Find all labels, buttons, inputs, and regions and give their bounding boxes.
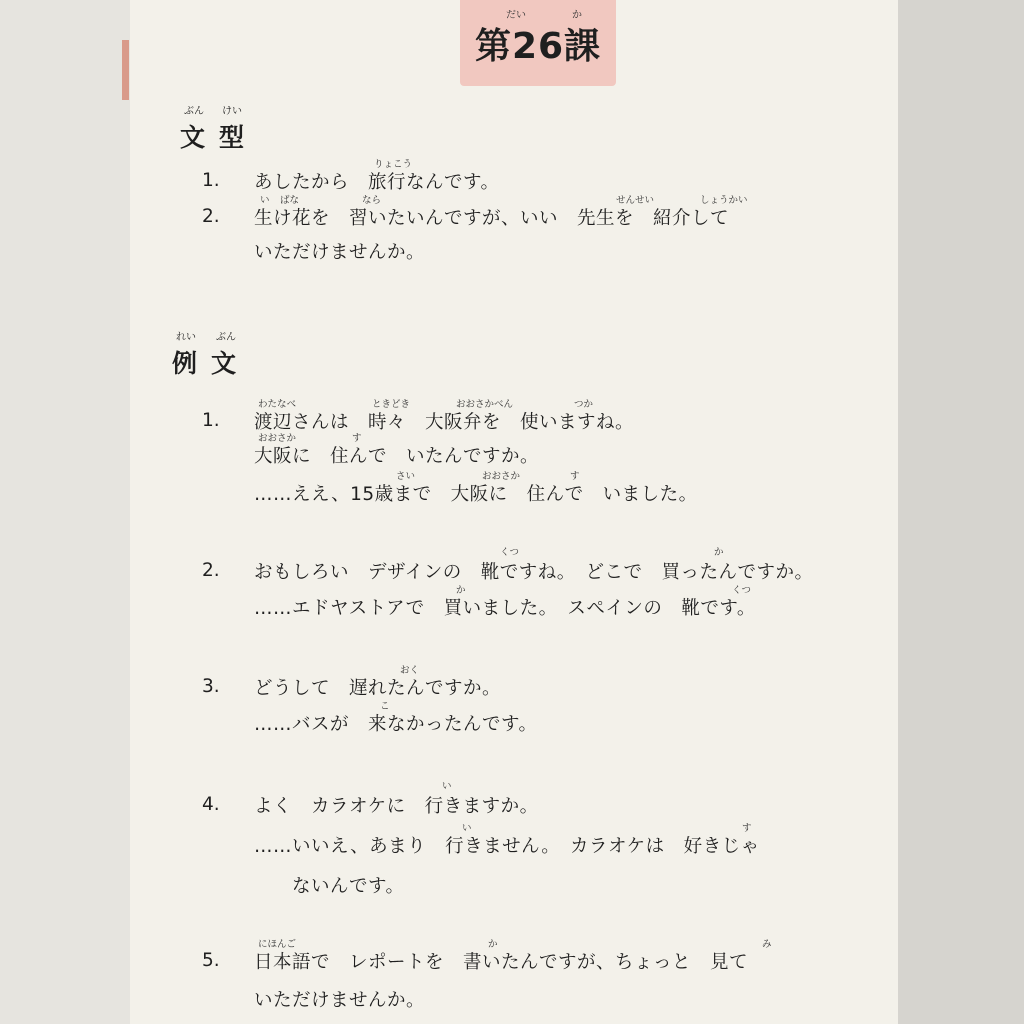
lesson-title: 第26課	[474, 26, 602, 67]
page-tab-marker	[122, 40, 129, 100]
reibun-line: 渡辺さんは 時々 大阪弁を 使いますね。	[254, 412, 635, 433]
left-page-margin	[0, 0, 130, 1024]
reibun-line: おもしろい デザインの 靴ですね。 どこで 買ったんですか。	[254, 562, 814, 583]
reibun-number-3: 3.	[202, 676, 220, 697]
ruby: さい	[396, 471, 416, 482]
ruby: くつ	[732, 585, 752, 596]
reibun-line: よく カラオケに 行きますか。	[254, 796, 539, 817]
ruby: おく	[400, 665, 420, 676]
reibun-line: ……バスが 来なかったんです。	[254, 714, 538, 735]
ruby: くつ	[500, 547, 520, 558]
ruby: つか	[574, 399, 594, 410]
reibun-line: ……エドヤストアで 買いました。 スペインの 靴です。	[254, 598, 756, 619]
ruby: ときどき	[372, 399, 411, 410]
ruby: か	[714, 547, 724, 558]
ruby: しょうかい	[700, 195, 748, 206]
reibun-line: 大阪に 住んで いたんですか。	[254, 446, 540, 467]
ruby: ばな	[280, 195, 300, 206]
ruby: い	[260, 195, 270, 206]
ruby: おおさか	[258, 433, 297, 444]
ruby: おおさか	[482, 471, 521, 482]
bunkei-line: あしたから 旅行なんです。	[254, 172, 500, 193]
bunkei-line: いただけませんか。	[254, 242, 426, 263]
ruby: い	[462, 823, 472, 834]
section-title-bunkei: ぶん けい 文型	[180, 118, 258, 154]
ruby: おおさかべん	[456, 399, 514, 410]
reibun-number-4: 4.	[202, 794, 220, 815]
ruby: れい	[176, 332, 196, 343]
ruby: い	[442, 781, 452, 792]
lesson-title-ruby-ka: か	[572, 10, 582, 21]
bunkei-line: 生け花を 習いたいんですが、いい 先生を 紹介して	[254, 208, 730, 229]
reibun-line: ……ええ、15歳まで 大阪に 住んで いました。	[254, 484, 698, 505]
reibun-number-2: 2.	[202, 560, 220, 581]
reibun-line: いただけませんか。	[254, 990, 426, 1011]
reibun-number-5: 5.	[202, 950, 220, 971]
section-title-reibun: れい ぶん 例文	[172, 344, 250, 380]
ruby: す	[570, 471, 580, 482]
ruby: か	[456, 585, 466, 596]
ruby: わたなべ	[258, 399, 297, 410]
ruby: にほんご	[258, 939, 297, 950]
right-page-margin	[898, 0, 1024, 1024]
ruby: み	[762, 939, 772, 950]
ruby: す	[742, 823, 752, 834]
ruby: ぶん	[184, 106, 204, 117]
ruby: す	[352, 433, 362, 444]
ruby: か	[488, 939, 498, 950]
ruby: けい	[222, 106, 242, 117]
bunkei-number-2: 2.	[202, 206, 220, 227]
reibun-number-1: 1.	[202, 410, 220, 431]
ruby: ぶん	[216, 332, 236, 343]
textbook-page	[130, 0, 898, 1024]
bunkei-number-1: 1.	[202, 170, 220, 191]
reibun-line: ……いいえ、あまり 行きません。 カラオケは 好きじゃ	[254, 836, 760, 857]
lesson-title-ruby-dai: だい	[506, 10, 526, 21]
ruby: りょこう	[374, 159, 413, 170]
reibun-line: 日本語で レポートを 書いたんですが、ちょっと 見て	[254, 952, 749, 973]
ruby: なら	[362, 195, 382, 206]
reibun-line: どうして 遅れたんですか。	[254, 678, 502, 699]
ruby: こ	[380, 701, 390, 712]
lesson-title-box	[460, 0, 616, 86]
ruby: せんせい	[616, 195, 655, 206]
reibun-line: ないんです。	[292, 876, 405, 897]
